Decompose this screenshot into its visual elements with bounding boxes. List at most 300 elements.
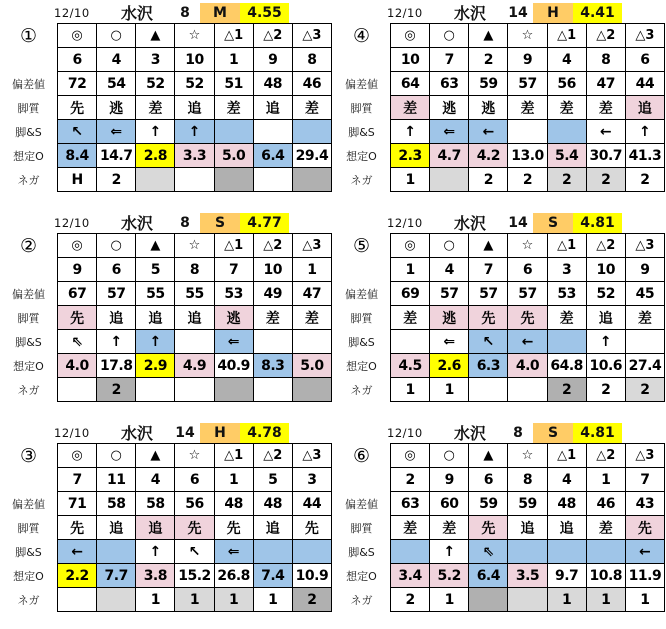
venue-name: 水沢 (453, 214, 486, 233)
mark-symbol: △3 (292, 24, 331, 48)
row-label-soutei-odds: 想定O (0, 354, 58, 378)
row-label-nega: ネガ (333, 378, 391, 402)
hensachi-cell: 54 (97, 72, 136, 96)
hensachi-cell: 60 (430, 492, 469, 516)
horse-number-cell: 6 (97, 258, 136, 282)
nega-cell: 1 (391, 378, 430, 402)
nega-cell: 2 (292, 588, 331, 612)
row-label-hensachi: 偏差値 (333, 492, 391, 516)
nega-cell: 1 (625, 588, 664, 612)
soutei-odds-cell: 10.8 (586, 564, 625, 588)
kyakushitsu-cell: 追 (253, 516, 292, 540)
ashi-s-arrow-cell: ↑ (430, 540, 469, 564)
horse-number-cell: 6 (625, 48, 664, 72)
ashi-s-arrow-cell (508, 540, 547, 564)
table-row (333, 468, 665, 492)
hensachi-cell: 59 (508, 492, 547, 516)
row-label-hensachi: 偏差値 (333, 72, 391, 96)
horse-number-cell: 8 (292, 48, 331, 72)
mark-symbol: △2 (586, 24, 625, 48)
kyakushitsu-cell: 先 (214, 516, 253, 540)
horse-number-cell: 2 (391, 468, 430, 492)
nega-cell: 2 (469, 168, 508, 192)
soutei-odds-cell: 10.9 (292, 564, 331, 588)
nega-cell (175, 378, 214, 402)
row-label-ashi-s: 脚&S (0, 120, 58, 144)
horse-number-cell: 7 (625, 468, 664, 492)
soutei-odds-cell: 4.5 (391, 354, 430, 378)
soutei-odds-cell: 8.3 (253, 354, 292, 378)
horse-number-cell: 4 (547, 48, 586, 72)
horse-number-cell: 3 (136, 48, 175, 72)
row-label-kyakushitsu: 脚質 (333, 306, 391, 330)
kyakushitsu-cell: 差 (508, 96, 547, 120)
mark-symbol: ☆ (175, 24, 214, 48)
race-date: 12/10 (387, 215, 423, 230)
prediction-grid (0, 233, 332, 402)
pace-badge: M (200, 3, 240, 23)
horse-number-cell: 10 (253, 258, 292, 282)
row-label-soutei-odds: 想定O (0, 564, 58, 588)
race-date: 12/10 (387, 425, 423, 440)
kyakushitsu-cell: 差 (625, 306, 664, 330)
mark-symbol: ○ (97, 234, 136, 258)
mark-symbol: ○ (430, 234, 469, 258)
soutei-odds-cell: 15.2 (175, 564, 214, 588)
nega-cell (214, 378, 253, 402)
hensachi-cell: 57 (508, 72, 547, 96)
row-label-kyakushitsu: 脚質 (0, 306, 58, 330)
gutter-spacer (0, 258, 58, 282)
soutei-odds-cell: 11.9 (625, 564, 664, 588)
soutei-odds-cell: 64.8 (547, 354, 586, 378)
venue-name: 水沢 (120, 4, 153, 23)
kyakushitsu-cell: 差 (292, 306, 331, 330)
horse-number-cell: 6 (175, 468, 214, 492)
nega-cell (97, 588, 136, 612)
row-label-ashi-s: 脚&S (333, 330, 391, 354)
hensachi-cell: 48 (253, 72, 292, 96)
kyakushitsu-cell: 逃 (214, 306, 253, 330)
nega-cell: H (58, 168, 97, 192)
mark-symbol: △1 (547, 444, 586, 468)
race-number: 14 (508, 214, 528, 231)
ashi-s-arrow-cell (508, 120, 547, 144)
nega-cell (508, 588, 547, 612)
kyakushitsu-cell: 差 (292, 96, 331, 120)
soutei-odds-cell: 3.5 (508, 564, 547, 588)
hensachi-cell: 72 (58, 72, 97, 96)
horse-number-cell: 10 (391, 48, 430, 72)
ashi-s-arrow-cell: ↑ (586, 330, 625, 354)
hensachi-cell: 56 (175, 492, 214, 516)
gutter-spacer (0, 48, 58, 72)
hensachi-cell: 64 (391, 72, 430, 96)
kyakushitsu-cell: 差 (430, 516, 469, 540)
kyakushitsu-cell: 追 (253, 96, 292, 120)
horse-number-cell: 4 (97, 48, 136, 72)
race-date: 12/10 (54, 215, 90, 230)
kyakushitsu-cell: 差 (586, 96, 625, 120)
kyakushitsu-cell: 追 (97, 306, 136, 330)
hensachi-cell: 53 (547, 282, 586, 306)
race-date: 12/10 (387, 5, 423, 20)
block-header (0, 212, 333, 233)
soutei-odds-cell: 17.8 (97, 354, 136, 378)
mark-symbol: ☆ (175, 444, 214, 468)
nega-cell: 2 (547, 168, 586, 192)
horse-number-cell: 1 (214, 468, 253, 492)
index-value-badge: 4.81 (573, 423, 622, 443)
soutei-odds-cell: 2.9 (136, 354, 175, 378)
horse-number-cell: 7 (214, 258, 253, 282)
kyakushitsu-cell: 差 (586, 516, 625, 540)
table-row (0, 540, 332, 564)
row-label-soutei-odds: 想定O (333, 354, 391, 378)
ashi-s-arrow-cell: ⇐ (214, 540, 253, 564)
hensachi-cell: 57 (469, 282, 508, 306)
soutei-odds-cell: 2.3 (391, 144, 430, 168)
block-header (333, 212, 666, 233)
mark-symbol: ▲ (469, 444, 508, 468)
horse-number-cell: 7 (469, 258, 508, 282)
horse-number-cell: 1 (292, 258, 331, 282)
soutei-odds-cell: 5.0 (292, 354, 331, 378)
kyakushitsu-cell: 追 (508, 516, 547, 540)
race-block-4 (333, 0, 666, 210)
block-number: ⑥ (333, 444, 391, 468)
row-label-ashi-s: 脚&S (333, 120, 391, 144)
kyakushitsu-cell: 差 (391, 96, 430, 120)
horse-number-cell: 6 (469, 468, 508, 492)
soutei-odds-cell: 4.2 (469, 144, 508, 168)
row-label-hensachi: 偏差値 (333, 282, 391, 306)
nega-cell: 2 (586, 378, 625, 402)
hensachi-cell: 57 (97, 282, 136, 306)
nega-cell (214, 168, 253, 192)
soutei-odds-cell: 8.4 (58, 144, 97, 168)
table-row (0, 378, 332, 402)
table-row (0, 72, 332, 96)
horse-number-cell: 3 (547, 258, 586, 282)
race-number: 8 (180, 214, 190, 231)
ashi-s-arrow-cell: ⇐ (214, 330, 253, 354)
soutei-odds-cell: 7.4 (253, 564, 292, 588)
hensachi-cell: 55 (175, 282, 214, 306)
ashi-s-arrow-cell: ← (58, 540, 97, 564)
kyakushitsu-cell: 先 (508, 306, 547, 330)
row-label-nega: ネガ (333, 588, 391, 612)
race-block-5 (333, 210, 666, 420)
mark-symbol: △2 (253, 234, 292, 258)
mark-symbol: ○ (97, 24, 136, 48)
hensachi-cell: 57 (508, 282, 547, 306)
soutei-odds-cell: 3.4 (391, 564, 430, 588)
nega-cell (508, 378, 547, 402)
table-row (333, 306, 665, 330)
ashi-s-arrow-cell (547, 120, 586, 144)
horse-number-cell: 8 (175, 258, 214, 282)
pace-badge: S (533, 423, 573, 443)
kyakushitsu-cell: 先 (58, 516, 97, 540)
table-row (333, 354, 665, 378)
horse-number-cell: 3 (292, 468, 331, 492)
ashi-s-arrow-cell (97, 540, 136, 564)
table-row (333, 588, 665, 612)
ashi-s-arrow-cell: ↖ (58, 120, 97, 144)
hensachi-cell: 44 (625, 72, 664, 96)
kyakushitsu-cell: 逃 (469, 96, 508, 120)
horse-number-cell: 4 (136, 468, 175, 492)
hensachi-cell: 48 (214, 492, 253, 516)
soutei-odds-cell: 29.4 (292, 144, 331, 168)
mark-symbol: ▲ (469, 234, 508, 258)
index-value-badge: 4.78 (240, 423, 289, 443)
row-label-kyakushitsu: 脚質 (333, 96, 391, 120)
row-label-soutei-odds: 想定O (333, 564, 391, 588)
block-number: ⑤ (333, 234, 391, 258)
hensachi-cell: 48 (547, 492, 586, 516)
nega-cell (469, 588, 508, 612)
mark-symbol: ○ (430, 24, 469, 48)
race-block-1 (0, 0, 333, 210)
table-row (0, 258, 332, 282)
soutei-odds-cell: 9.7 (547, 564, 586, 588)
ashi-s-arrow-cell: ⇐ (430, 330, 469, 354)
ashi-s-arrow-cell (391, 330, 430, 354)
hensachi-cell: 59 (469, 72, 508, 96)
row-label-nega: ネガ (0, 588, 58, 612)
ashi-s-arrow-cell (253, 120, 292, 144)
venue-name: 水沢 (453, 424, 486, 443)
pace-badge: S (533, 213, 573, 233)
soutei-odds-cell: 40.9 (214, 354, 253, 378)
nega-cell: 2 (625, 378, 664, 402)
table-row (333, 516, 665, 540)
ashi-s-arrow-cell: ← (625, 540, 664, 564)
kyakushitsu-cell: 先 (58, 306, 97, 330)
mark-symbol: △3 (625, 444, 664, 468)
ashi-s-arrow-cell (547, 330, 586, 354)
mark-symbol: △1 (214, 234, 253, 258)
ashi-s-arrow-cell (292, 540, 331, 564)
table-row (0, 516, 332, 540)
table-row (0, 96, 332, 120)
table-row (0, 168, 332, 192)
row-label-nega: ネガ (0, 378, 58, 402)
nega-cell: 2 (97, 378, 136, 402)
nega-cell: 1 (547, 588, 586, 612)
nega-cell: 2 (391, 588, 430, 612)
kyakushitsu-cell: 追 (175, 306, 214, 330)
mark-symbol: ▲ (136, 444, 175, 468)
mark-symbol: ◎ (58, 234, 97, 258)
soutei-odds-cell: 10.6 (586, 354, 625, 378)
prediction-grid (333, 443, 665, 612)
hensachi-cell: 46 (292, 72, 331, 96)
ashi-s-arrow-cell (391, 540, 430, 564)
gutter-spacer (333, 258, 391, 282)
soutei-odds-cell: 5.2 (430, 564, 469, 588)
kyakushitsu-cell: 差 (214, 96, 253, 120)
nega-cell: 2 (625, 168, 664, 192)
table-row (333, 24, 665, 48)
row-label-ashi-s: 脚&S (0, 330, 58, 354)
race-block-2 (0, 210, 333, 420)
hensachi-cell: 47 (292, 282, 331, 306)
kyakushitsu-cell: 差 (547, 306, 586, 330)
mark-symbol: ◎ (58, 444, 97, 468)
table-row (333, 330, 665, 354)
horse-number-cell: 1 (214, 48, 253, 72)
hensachi-cell: 69 (391, 282, 430, 306)
row-label-nega: ネガ (333, 168, 391, 192)
venue-name: 水沢 (120, 214, 153, 233)
horse-number-cell: 7 (430, 48, 469, 72)
table-row (0, 354, 332, 378)
race-number: 14 (175, 424, 195, 441)
soutei-odds-cell: 6.4 (253, 144, 292, 168)
race-date: 12/10 (54, 425, 90, 440)
row-label-soutei-odds: 想定O (333, 144, 391, 168)
ashi-s-arrow-cell (292, 120, 331, 144)
horse-number-cell: 7 (58, 468, 97, 492)
soutei-odds-cell: 2.6 (430, 354, 469, 378)
kyakushitsu-cell: 追 (586, 306, 625, 330)
row-label-ashi-s: 脚&S (333, 540, 391, 564)
row-label-kyakushitsu: 脚質 (0, 96, 58, 120)
horse-number-cell: 5 (136, 258, 175, 282)
table-row (0, 24, 332, 48)
ashi-s-arrow-cell: ↑ (136, 120, 175, 144)
horse-number-cell: 8 (586, 48, 625, 72)
horse-number-cell: 1 (391, 258, 430, 282)
venue-name: 水沢 (120, 424, 153, 443)
ashi-s-arrow-cell (253, 540, 292, 564)
block-header (333, 2, 666, 23)
kyakushitsu-cell: 逃 (97, 96, 136, 120)
nega-cell: 1 (214, 588, 253, 612)
row-label-hensachi: 偏差値 (0, 72, 58, 96)
soutei-odds-cell: 6.4 (469, 564, 508, 588)
mark-symbol: △2 (586, 234, 625, 258)
nega-cell (136, 168, 175, 192)
race-number: 14 (508, 4, 528, 21)
block-header (333, 422, 666, 443)
ashi-s-arrow-cell: ↑ (136, 330, 175, 354)
race-number: 8 (180, 4, 190, 21)
hensachi-cell: 48 (253, 492, 292, 516)
mark-symbol: ◎ (391, 24, 430, 48)
hensachi-cell: 52 (175, 72, 214, 96)
gutter-spacer (333, 468, 391, 492)
nega-cell (469, 378, 508, 402)
table-row (0, 120, 332, 144)
kyakushitsu-cell: 追 (136, 516, 175, 540)
table-row (333, 48, 665, 72)
mark-symbol: △3 (292, 234, 331, 258)
table-row (333, 120, 665, 144)
nega-cell: 1 (391, 168, 430, 192)
hensachi-cell: 56 (547, 72, 586, 96)
table-row (333, 96, 665, 120)
block-header (0, 2, 333, 23)
mark-symbol: △3 (625, 24, 664, 48)
table-row (0, 444, 332, 468)
ashi-s-arrow-cell: ⇐ (430, 120, 469, 144)
horse-number-cell: 9 (625, 258, 664, 282)
table-row (333, 282, 665, 306)
nega-cell: 1 (136, 588, 175, 612)
mark-symbol: △1 (547, 234, 586, 258)
ashi-s-arrow-cell (625, 330, 664, 354)
mark-symbol: ○ (97, 444, 136, 468)
nega-cell: 1 (430, 588, 469, 612)
horse-number-cell: 8 (508, 468, 547, 492)
ashi-s-arrow-cell: ↑ (97, 330, 136, 354)
block-number: ③ (0, 444, 58, 468)
mark-symbol: △1 (547, 24, 586, 48)
table-row (0, 144, 332, 168)
mark-symbol: ☆ (508, 234, 547, 258)
table-row (333, 258, 665, 282)
row-label-kyakushitsu: 脚質 (333, 516, 391, 540)
mark-symbol: ◎ (391, 444, 430, 468)
nega-cell: 1 (586, 588, 625, 612)
hensachi-cell: 44 (292, 492, 331, 516)
ashi-s-arrow-cell: ← (469, 120, 508, 144)
gutter-spacer (0, 468, 58, 492)
nega-cell: 2 (586, 168, 625, 192)
soutei-odds-cell: 2.8 (136, 144, 175, 168)
kyakushitsu-cell: 差 (547, 96, 586, 120)
table-row (333, 444, 665, 468)
mark-symbol: △1 (214, 24, 253, 48)
hensachi-cell: 43 (625, 492, 664, 516)
table-row (333, 564, 665, 588)
ashi-s-arrow-cell (586, 540, 625, 564)
table-row (333, 72, 665, 96)
kyakushitsu-cell: 追 (175, 96, 214, 120)
soutei-odds-cell: 5.0 (214, 144, 253, 168)
hensachi-cell: 59 (469, 492, 508, 516)
soutei-odds-cell: 4.7 (430, 144, 469, 168)
ashi-s-arrow-cell: ← (508, 330, 547, 354)
hensachi-cell: 49 (253, 282, 292, 306)
hensachi-cell: 63 (391, 492, 430, 516)
horse-number-cell: 6 (508, 258, 547, 282)
row-label-kyakushitsu: 脚質 (0, 516, 58, 540)
table-row (0, 306, 332, 330)
hensachi-cell: 52 (136, 72, 175, 96)
ashi-s-arrow-cell (253, 330, 292, 354)
pace-badge: H (533, 3, 573, 23)
nega-cell (253, 168, 292, 192)
nega-cell: 1 (253, 588, 292, 612)
hensachi-cell: 57 (430, 282, 469, 306)
table-row (0, 48, 332, 72)
nega-cell: 1 (430, 378, 469, 402)
ashi-s-arrow-cell (547, 540, 586, 564)
mark-symbol: △2 (586, 444, 625, 468)
kyakushitsu-cell: 差 (253, 306, 292, 330)
soutei-odds-cell: 5.4 (547, 144, 586, 168)
mark-symbol: ▲ (469, 24, 508, 48)
nega-cell (136, 378, 175, 402)
nega-cell: 1 (175, 588, 214, 612)
prediction-grid (333, 233, 665, 402)
nega-cell (175, 168, 214, 192)
